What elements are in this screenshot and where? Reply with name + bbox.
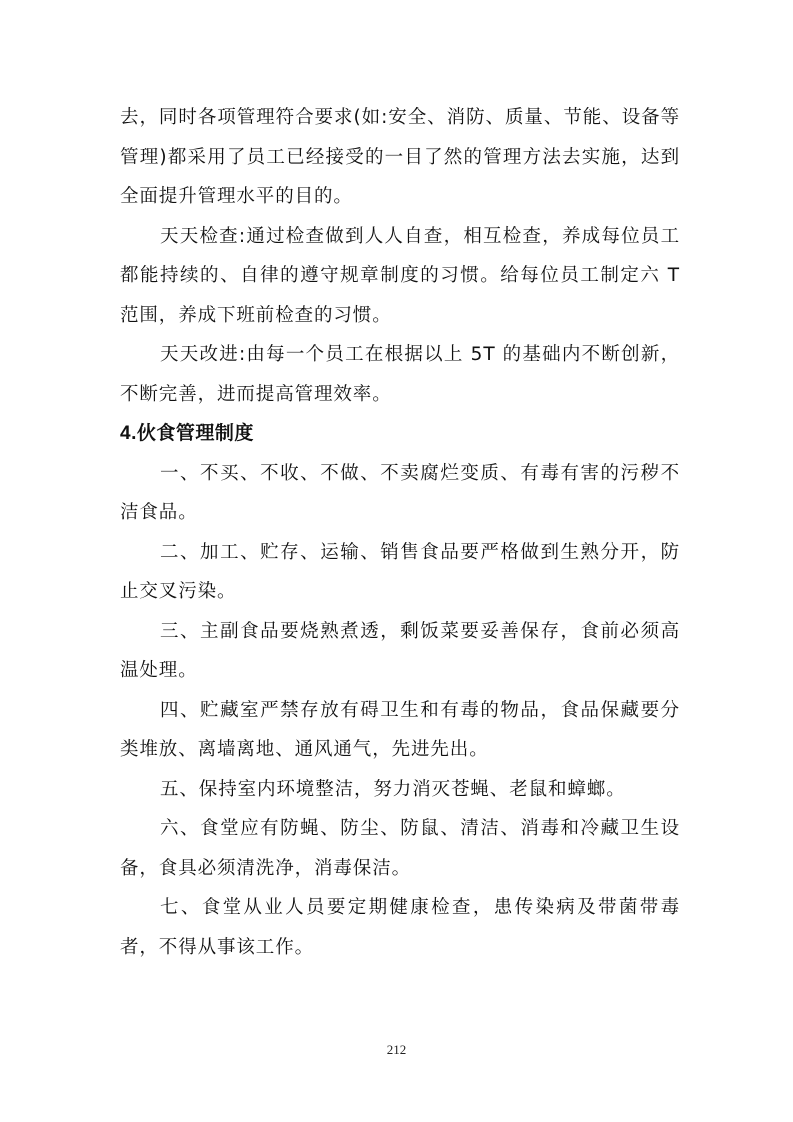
rule-item: 三、主副食品要烧熟煮透，剩饭菜要妥善保存，食前必须高温处理。: [120, 620, 680, 681]
rule-item: 五、保持室内环境整洁，努力消灭苍蝇、老鼠和蟑螂。: [160, 778, 626, 800]
page-number: 212: [386, 1042, 407, 1057]
rule-item: 一、不买、不收、不做、不卖腐烂变质、有毒有害的污秽不洁食品。: [120, 462, 680, 523]
paragraph-continuation: 去，同时各项管理符合要求(如:安全、消防、质量、节能、设备等管理)都采用了员工已经接受的一目了然的管理方法去实施，达到全面提升管理水平的目的。: [120, 107, 680, 207]
section-heading: 4.伙食管理制度: [120, 423, 254, 444]
rule-item: 七、食堂从业人员要定期健康检查，患传染病及带菌带毒者，不得从事该工作。: [120, 897, 680, 958]
rule-item: 四、贮藏室严禁存放有碍卫生和有毒的物品，食品保藏要分类堆放、离墙离地、通风通气，先进先出。: [120, 699, 680, 760]
paragraph-daily-inspection: 天天检查:通过检查做到人人自查，相互检查，养成每位员工都能持续的、自律的遵守规章制度的习惯。给每位员工制定六 T 范围，养成下班前检查的习惯。: [120, 225, 680, 326]
rule-item: 二、加工、贮存、运输、销售食品要严格做到生熟分开，防止交叉污染。: [120, 541, 680, 602]
rule-item: 六、食堂应有防蝇、防尘、防鼠、清洁、消毒和冷藏卫生设备，食具必须清洗净，消毒保洁。: [120, 818, 680, 879]
page-content: [120, 98, 680, 967]
paragraph-daily-improvement: 天天改进:由每一个员工在根据以上 5T 的基础内不断创新，不断完善，进而提高管理效率。: [120, 344, 680, 405]
